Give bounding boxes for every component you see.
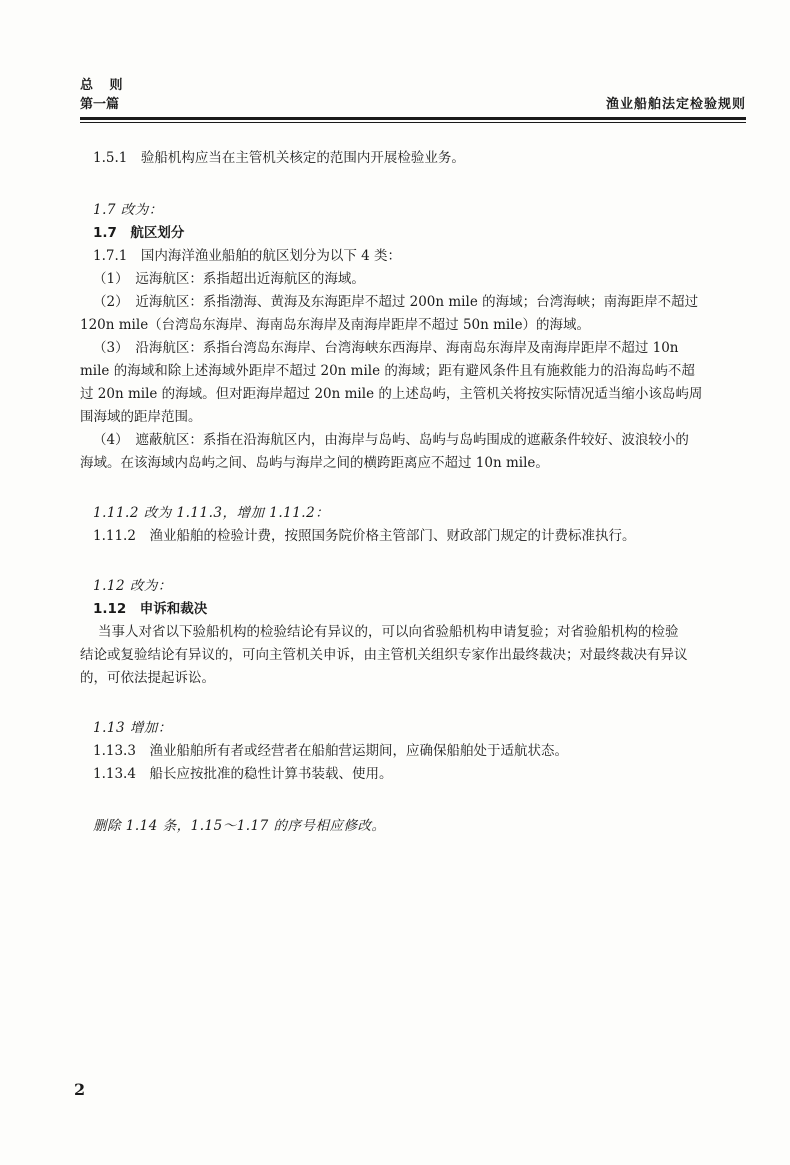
item-2-line-2: 120n mile（台湾岛东海岸、海南岛东海岸及南海岸距岸不超过 50n mile）的海域。	[80, 317, 591, 333]
clause-1-13-4: 1.13.4 船长应按批准的稳性计算书装载、使用。	[93, 766, 393, 782]
header-book-title: 渔业船舶法定检验规则	[605, 97, 746, 112]
item-3-line-2: mile 的海域和除上述海域外距岸不超过 20n mile 的海域；距有避风条件且有施救能力的沿海岛屿不超	[80, 363, 695, 379]
amend-note-1-13: 1.13 增加：	[93, 720, 172, 736]
para-1-12-line-3: 的，可依法提起诉讼。	[80, 670, 215, 686]
para-1-12-line-1: 当事人对省以下验船机构的检验结论有异议的，可以向省验船机构申请复验；对省验船机构的检验	[98, 624, 679, 640]
para-1-12-line-2: 结论或复验结论有异议的，可向主管机关申诉，由主管机关组织专家作出最终裁决；对最终裁决有异议	[80, 647, 688, 663]
item-4-line-2: 海域。在该海域内岛屿之间、岛屿与海岸之间的横跨距离应不超过 10n mile。	[80, 455, 549, 471]
amend-note-1-7: 1.7 改为：	[93, 202, 163, 218]
item-1: （1） 远海航区：系指超出近海航区的海域。	[93, 271, 365, 287]
running-header	[80, 74, 746, 112]
item-4-line-1: （4） 遮蔽航区：系指在沿海航区内，由海岸与岛屿、岛屿与岛屿围成的遮蔽条件较好、波浪较小的	[93, 432, 689, 448]
clause-1-13-3: 1.13.3 渔业船舶所有者或经营者在船舶营运期间，应确保船舶处于适航状态。	[93, 743, 568, 759]
clause-1-5-1: 1.5.1 验船机构应当在主管机关核定的范围内开展检验业务。	[93, 150, 465, 166]
page-number: 2	[74, 1080, 86, 1099]
deletion-note: 删除 1.14 条，1.15～1.17 的序号相应修改。	[93, 818, 386, 834]
item-2-line-1: （2） 近海航区：系指渤海、黄海及东海距岸不超过 200n mile 的海域；台湾海峡；南海距岸不超过	[93, 294, 699, 310]
header-section-label: 总 则	[80, 78, 129, 93]
header-rule-thin	[80, 122, 746, 123]
clause-1-11-2: 1.11.2 渔业船舶的检验计费，按照国务院价格主管部门、财政部门规定的计费标准执行。	[93, 528, 636, 544]
header-rule-thick	[80, 117, 746, 120]
item-3-line-1: （3） 沿海航区：系指台湾岛东海岸、台湾海峡东西海岸、海南岛东海岸及南海岸距岸不超过 10n	[93, 340, 679, 356]
clause-1-7-1: 1.7.1 国内海洋渔业船舶的航区划分为以下 4 类：	[93, 248, 402, 264]
amend-note-1-12: 1.12 改为：	[93, 578, 172, 594]
header-part-label: 第一篇	[80, 97, 120, 112]
item-3-line-4: 围海域的距岸范围。	[80, 409, 202, 425]
item-3-line-3: 过 20n mile 的海域。但对距海岸超过 20n mile 的上述岛屿，主管机关将按实际情况适当缩小该岛屿周	[80, 386, 703, 402]
amend-note-1-11: 1.11.2 改为 1.11.3，增加 1.11.2：	[93, 505, 330, 521]
heading-1-7: 1.7 航区划分	[93, 225, 185, 241]
heading-1-12: 1.12 申诉和裁决	[93, 601, 208, 617]
document-body	[80, 147, 746, 838]
